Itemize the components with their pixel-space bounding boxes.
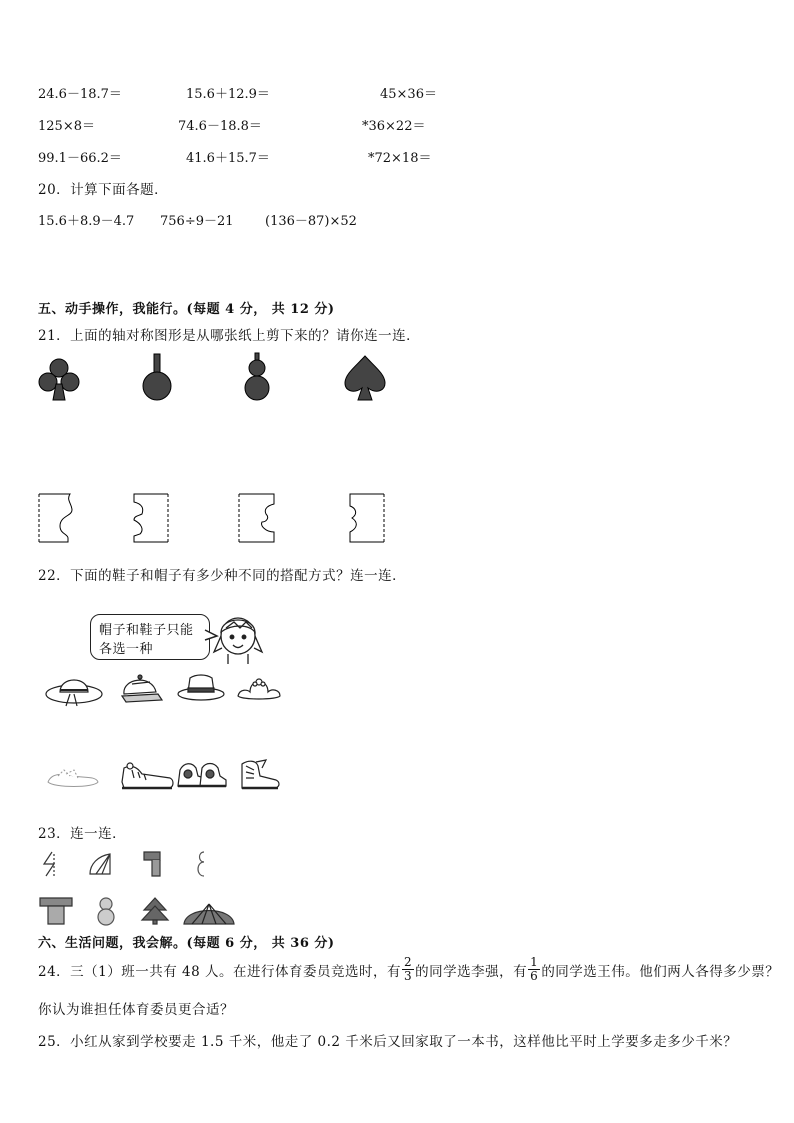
- paper-piece-4: [342, 490, 390, 546]
- sneaker-icon: [118, 758, 178, 792]
- gourd-shape: [242, 352, 272, 402]
- zigzag-half-icon: [40, 850, 60, 878]
- q25-text: 25．小红从家到学校要走 1.5 千米，他走了 0.2 千米后又回家取了一本书，这样他比平时上学要多走多少千米？: [38, 1034, 738, 1050]
- q24-frac1-num: 2: [404, 955, 413, 969]
- arith-r3c3: *72×18＝: [368, 151, 432, 166]
- fedora-icon: [176, 670, 226, 704]
- q24-fraction-1: [402, 956, 414, 983]
- lollipop-shape: [140, 352, 174, 402]
- arith-r2c1: 125×8＝: [38, 119, 95, 134]
- arith-r2c3: *36×22＝: [362, 119, 426, 134]
- flower-hat-icon: [236, 670, 282, 706]
- high-top-icon: [236, 756, 282, 792]
- bubble-line-2: 各选一种: [99, 642, 154, 657]
- house-icon: [38, 896, 74, 926]
- paper-piece-1: [36, 490, 78, 546]
- q20-title: 20．计算下面各题．: [38, 182, 169, 198]
- section5-header: 五、动手操作，我能行。(每题 4 分， 共 12 分): [38, 302, 335, 317]
- umbrella-half-icon: [88, 850, 114, 878]
- paper-piece-3: [236, 490, 280, 546]
- arith-r2c2: 74.6－18.8＝: [178, 119, 262, 134]
- arith-r1c3: 45×36＝: [380, 87, 437, 102]
- arith-r1c1: 24.6－18.7＝: [38, 87, 122, 102]
- q24-line1: [38, 956, 779, 983]
- arith-r1c2: 15.6＋12.9＝: [186, 87, 270, 102]
- snowman-icon: [94, 896, 118, 926]
- q20-expr-2: 756÷9－21: [160, 214, 234, 229]
- girl-icon: [212, 608, 264, 666]
- house-half-icon: [140, 850, 164, 878]
- boot-icon: [174, 756, 230, 792]
- spade-shape: [342, 354, 388, 402]
- q23-title: 23．连一连．: [38, 826, 127, 842]
- q24-frac2-den: 6: [530, 969, 539, 983]
- q22-title: 22．下面的鞋子和帽子有多少种不同的搭配方式？连一连．: [38, 568, 407, 584]
- q24-part1: 24．三（1）班一共有 48 人。在进行体育委员竞选时，有: [38, 963, 402, 980]
- snowman-half-icon: [194, 850, 214, 878]
- q24-frac1-den: 3: [404, 969, 413, 983]
- paper-piece-2: [128, 490, 176, 546]
- q20-expr-1: 15.6＋8.9－4.7: [38, 214, 135, 229]
- club-shape: [36, 356, 82, 402]
- q24-part2: 的同学选李强，有: [415, 963, 528, 980]
- arith-r3c2: 41.6＋15.7＝: [186, 151, 270, 166]
- cap-icon: [118, 670, 164, 706]
- speech-bubble: [90, 614, 210, 660]
- sun-hat-icon: [44, 670, 104, 710]
- q24-line2: 你认为谁担任体育委员更合适？: [38, 1002, 234, 1018]
- bubble-line-1: 帽子和鞋子只能: [99, 623, 194, 638]
- q24-frac2-num: 1: [530, 955, 539, 969]
- section6-header: 六、生活问题，我会解。(每题 6 分， 共 36 分): [38, 936, 335, 951]
- q24-part3: 的同学选王伟。他们两人各得多少票？: [541, 963, 780, 980]
- q21-title: 21．上面的轴对称图形是从哪张纸上剪下来的？请你连一连．: [38, 328, 421, 344]
- arith-r3c1: 99.1－66.2＝: [38, 151, 122, 166]
- umbrella-icon: [182, 898, 236, 926]
- q20-expr-3: (136－87)×52: [265, 214, 357, 229]
- sandal-icon: [44, 764, 102, 790]
- tree-icon: [140, 896, 170, 926]
- q24-fraction-2: [528, 956, 540, 983]
